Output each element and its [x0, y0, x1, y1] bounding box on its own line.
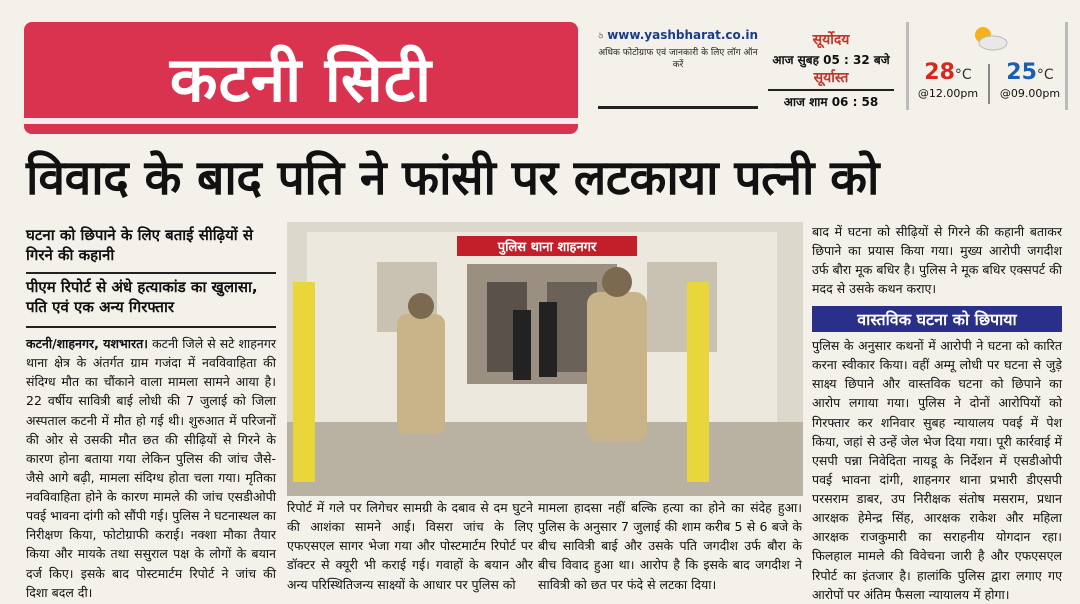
masthead-stripe — [24, 118, 578, 124]
weather-high — [909, 60, 987, 100]
sun-times — [768, 30, 894, 112]
masthead — [24, 22, 578, 134]
low-temp: 25 — [1006, 60, 1037, 85]
high-time: @12.00pm — [917, 87, 979, 100]
high-temp: 28 — [924, 60, 955, 85]
partly-cloudy-icon — [969, 24, 1009, 52]
article-photo — [287, 222, 803, 496]
high-unit: °C — [954, 67, 972, 83]
article-column-1 — [26, 334, 276, 602]
low-time: @09.00pm — [999, 87, 1061, 100]
website-url[interactable]: www.yashbharat.co.in — [607, 28, 758, 42]
article-column-3: बाद में घटना को सीढ़ियों से गिरने की कहानी बताकर छिपाने का प्रयास किया गया। मुख्य आरोपी जगदीश उर्फ बौरा मूक बधिर है। पुलिस ने मूक बधिर एक्सपर्ट की मदद से उसके कथन कराए। — [812, 224, 1062, 297]
sunset-time: आज शाम 06 : 58 — [783, 95, 879, 109]
weather-low — [991, 60, 1069, 100]
website-box — [598, 26, 758, 110]
article-headline: विवाद के बाद पति ने फांसी पर लटकाया पत्नी को — [26, 149, 879, 206]
article-subhead-2: पीएम रिपोर्ट से अंधे हत्याकांड का खुलासा, पति एवं एक अन्य गिरफ्तार — [26, 278, 258, 316]
masthead-title: कटनी सिटी — [169, 43, 433, 116]
dateline: कटनी/शाहनगर, यशभारत। — [26, 336, 149, 351]
low-unit: °C — [1036, 67, 1054, 83]
article-subhead-1: घटना को छिपाने के लिए बताई सीढ़ियों से गिरने की कहानी — [26, 226, 254, 264]
article-column-3b: पुलिस के अनुसार कथनों में आरोपी ने घटना को कारित करना स्वीकार किया। वहीं अम्मू लोधी पर घटना से जुड़े साक्ष्य छिपाने और वास्तविक घटना को छिपाने का आरोप लगाया गया। पुलिस ने दोनों आरोपियों को गिरफ्तार कर शनिवार सुबह न्यायालय पवई में पेश किया, जहां से उन्हें जेल भेज दिया गया। पूरी कार्रवाई में एसपी पन्ना निवेदिता नायडू के निर्देशन में एसडीओपी पवई भावना दांगी, शाहनगर थाना प्रभारी डीएसपी परसराम डाबर, उप निरीक्षक संतोष मसराम, प्रधान आरक्षक हेमेन्द्र सिंह, आरक्षक राकेश और महिला आरक्षक राजकुमारी का सराहनीय योगदान रहा। फिलहाल मामले की विवेचना जारी है और एफएसएल रिपोर्ट का इंतजार है। हालांकि पुलिस द्वारा लगाए गए आरोपों पर अंतिम फैसला न्यायालय में होगा। — [812, 338, 1062, 602]
subhead-rule-2 — [26, 326, 276, 328]
article-subhead-3: वास्तविक घटना को छिपाया — [812, 306, 1062, 332]
sun-rule — [768, 89, 894, 91]
column-1-text: कटनी जिले से सटे शाहनगर थाना क्षेत्र के अंतर्गत ग्राम गजंदा में नवविवाहिता की संदिग्ध मौत का चौंकाने वाला मामला सामने आया है। 22 वर्षीय सावित्री बाई लोधी की 7 जुलाई को जिला अस्पताल कटनी में मौत हो गई थी। शुरुआत में परिजनों की ओर से उसकी मौत छत की सीढ़ियों से गिरने के कारण होना बताया गया लेकिन पुलिस की जांच जैसे-जैसे आगे बढ़ी, मामला संदिग्ध होता चला गया। मृतिका नवविवाहिता होने के कारण मामले की जांच एसडीओपी पवई भावना दांगी को सौंपी गई। पुलिस ने घटनास्थल का निरीक्षण किया, फोटोग्राफी कराई। नक्शा मौका तैयार किया और मायके तथा ससुराल पक्ष के लोगों के बयान दर्ज किए। इसके बाद पोस्टमार्टम रिपोर्ट ने जांच की दिशा बदल दी। — [26, 336, 276, 600]
weather-divider — [988, 64, 990, 104]
article-column-2b: मामला हादसा नहीं बल्कि हत्या का होने का संदेह हुआ। पुलिस के अनुसार 7 जुलाई की शाम करीब 5 से 6 बजे के बीच सावित्री बाई और उसके पति जगदीश उर्फ बौरा के बीच विवाद हुआ था। आरोप है कि इसके बाद जगदीश ने सावित्री को छत पर फंदे से लटका दिया। — [538, 500, 802, 592]
sunrise-label: सूर्योदय — [812, 32, 850, 48]
weather-box — [906, 22, 1068, 110]
sunrise-time: आज सुबह 05 : 32 बजे — [772, 53, 890, 67]
sunset-label: सूर्यास्त — [813, 70, 849, 86]
hand-pointer-icon — [598, 26, 603, 44]
subhead-rule-1 — [26, 272, 276, 274]
website-tagline: अधिक फोटोग्राफ एवं जानकारी के लिए लॉग ऑन करें — [598, 48, 758, 70]
article-column-2a: रिपोर्ट में गले पर लिगेचर सामग्री के दबाव से दम घुटने की आशंका सामने आई। विसरा जांच के लिए एफएसएल सागर भेजा गया और पोस्टमार्टम रिपोर्ट पर डॉक्टर से क्यूरी भी कराई गई। गवाहों के बयान और अन्य परिस्थितिजन्य साक्ष्यों के आधार पर पुलिस को — [287, 500, 533, 592]
photo-illustration — [287, 222, 803, 496]
website-rule — [598, 106, 758, 109]
police-station-sign: पुलिस थाना शाहनगर — [497, 240, 597, 255]
